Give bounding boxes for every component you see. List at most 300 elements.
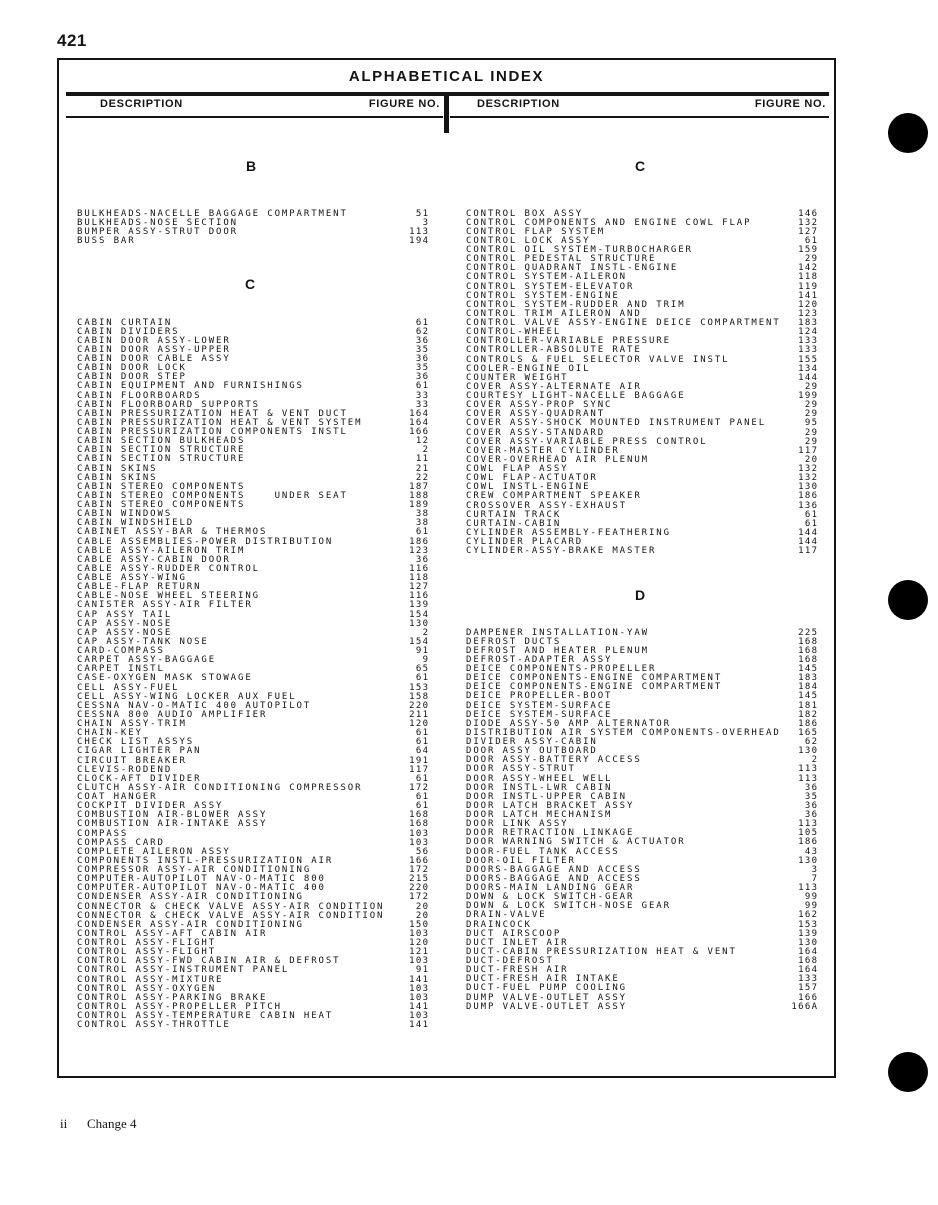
entry-description: CONTROL QUADRANT INSTL-ENGINE: [466, 263, 679, 274]
entry-description: DAMPENER INSTALLATION-YAW: [466, 627, 649, 638]
entry-figure-number: 127: [798, 226, 819, 237]
entry-description: CONTROL SYSTEM-ENGINE: [466, 290, 620, 301]
entry-description: CONTROL ASSY-THROTTLE: [77, 1020, 231, 1031]
entry-description: DOOR ASSY-STRUT: [466, 764, 576, 775]
entry-description: CAP ASSY-TANK NOSE: [77, 636, 209, 647]
entry-description: DEICE COMPONENTS-ENGINE COMPARTMENT: [466, 682, 723, 693]
entry-figure-number: 29: [804, 436, 819, 447]
entry-description: CABIN DOOR LOCK: [77, 363, 187, 374]
entry-description: CONTROL ASSY-AFT CABIN AIR: [77, 928, 268, 939]
entry-description: COVER ASSY-VARIABLE PRESS CONTROL: [466, 436, 708, 447]
entry-description: DOOR ASSY-BATTERY ACCESS: [466, 755, 642, 766]
entry-description: CONTROL BOX ASSY: [466, 208, 584, 219]
entry-description: CABLE ASSY-WING: [77, 573, 187, 583]
entry-figure-number: 51: [415, 208, 430, 219]
entry-figure-number: 21: [415, 463, 430, 474]
entry-description: DOOR RETRACTION LINKAGE: [466, 828, 635, 839]
entry-figure-number: 103: [409, 1011, 430, 1021]
entry-figure-number: 117: [798, 445, 819, 456]
entry-description: COWL FLAP-ACTUATOR: [466, 473, 598, 484]
entry-figure-number: 38: [415, 518, 430, 529]
entry-description: COVER ASSY-ALTERNATE AIR: [466, 381, 642, 392]
entry-figure-number: 120: [409, 938, 430, 948]
entry-figure-number: 166: [409, 855, 430, 866]
entry-description: CABLE ASSY-AILERON TRIM: [77, 545, 246, 556]
entry-description: CESSNA 800 AUDIO AMPLIFIER: [77, 709, 268, 720]
entry-description: DOORS-BAGGAGE AND ACCESS: [466, 864, 642, 875]
entry-description: CHAIN-KEY: [77, 728, 143, 739]
entry-figure-number: 3: [811, 864, 819, 875]
entry-description: DOOR LINK ASSY: [466, 819, 569, 830]
entry-description: CABIN SECTION BULKHEADS: [77, 436, 246, 447]
entry-description: CABIN CURTAIN: [77, 317, 173, 328]
entry-figure-number: 168: [798, 636, 819, 647]
entry-figure-number: 187: [409, 481, 430, 492]
left-description-header: DESCRIPTION: [100, 98, 183, 110]
entry-figure-number: 220: [409, 700, 430, 711]
entry-description: CABLE-NOSE WHEEL STEERING: [77, 591, 260, 602]
entry-description: CARPET ASSY-BAGGAGE: [77, 655, 217, 666]
entry-figure-number: 61: [415, 673, 430, 684]
entry-description: BUMPER ASSY-STRUT DOOR: [77, 226, 239, 237]
entry-description: BULKHEADS-NACELLE BAGGAGE COMPARTMENT: [77, 208, 348, 219]
entry-figure-number: 164: [409, 417, 430, 428]
entry-figure-number: 99: [804, 892, 819, 903]
entry-figure-number: 186: [798, 718, 819, 729]
entry-figure-number: 11: [415, 454, 430, 465]
entry-description: CONTROL-WHEEL: [466, 327, 562, 338]
entry-figure-number: 61: [804, 509, 819, 520]
entry-figure-number: 119: [798, 281, 819, 292]
entry-description: CONDENSER ASSY-AIR CONDITIONING: [77, 892, 304, 903]
entry-figure-number: 36: [415, 354, 430, 364]
entry-figure-number: 36: [415, 554, 430, 565]
entry-description: COMBUSTION AIR-BLOWER ASSY: [77, 810, 268, 821]
entry-figure-number: 95: [804, 418, 819, 429]
entry-figure-number: 116: [409, 563, 430, 574]
entry-description: COVER ASSY-SHOCK MOUNTED INSTRUMENT PANEL: [466, 418, 767, 429]
entry-figure-number: 20: [415, 901, 430, 912]
entry-description: DOOR INSTL-LWR CABIN: [466, 782, 613, 793]
entry-figure-number: 103: [409, 956, 430, 967]
entry-figure-number: 2: [422, 445, 430, 456]
entry-description: DEICE SYSTEM-SURFACE: [466, 709, 613, 720]
entry-figure-number: 133: [798, 336, 819, 347]
entry-description: CABIN PRESSURIZATION HEAT & VENT DUCT: [77, 408, 348, 419]
entry-description: CONTROL ASSY-FLIGHT: [77, 938, 217, 948]
entry-figure-number: 139: [798, 928, 819, 939]
entry-figure-number: 12: [415, 436, 430, 447]
entry-description: CABLE-FLAP RETURN: [77, 582, 202, 593]
entry-figure-number: 38: [415, 509, 430, 520]
entry-description: CABIN DOOR CABLE ASSY: [77, 354, 231, 364]
entry-figure-number: 146: [798, 208, 819, 219]
entry-description: CAP ASSY-NOSE: [77, 618, 173, 629]
entry-description: DOOR INSTL-UPPER CABIN: [466, 791, 628, 802]
entry-figure-number: 22: [415, 472, 430, 483]
entry-figure-number: 153: [409, 682, 430, 693]
entry-description: CABIN WINDSHIELD: [77, 518, 195, 529]
entry-figure-number: 105: [798, 828, 819, 839]
entry-description: CABIN EQUIPMENT AND FURNISHINGS: [77, 381, 304, 392]
entry-description: CONTROLLER-VARIABLE PRESSURE: [466, 336, 671, 347]
entry-figure-number: 118: [409, 573, 430, 583]
entry-figure-number: 103: [409, 928, 430, 939]
entry-figure-number: 61: [415, 527, 430, 538]
entry-figure-number: 157: [798, 983, 819, 994]
entry-description: CABIN PRESSURIZATION HEAT & VENT SYSTEM: [77, 417, 363, 428]
entry-figure-number: 2: [422, 627, 430, 638]
entry-description: DOOR ASSY-WHEEL WELL: [466, 773, 613, 784]
section-letter-c-right: C: [635, 158, 646, 174]
entry-description: COMPASS CARD: [77, 837, 165, 848]
entry-description: CASE-OXYGEN MASK STOWAGE: [77, 673, 253, 684]
header-rule-right: [450, 116, 829, 118]
entry-description: CANISTER ASSY-AIR FILTER: [77, 600, 253, 611]
binder-hole-middle: [888, 580, 928, 620]
entry-figure-number: 64: [415, 746, 430, 757]
entry-description: CABIN SKINS: [77, 472, 158, 483]
entry-figure-number: 141: [409, 974, 430, 985]
entry-description: CYLINDER-ASSY-BRAKE MASTER: [466, 546, 657, 557]
entry-description: COOLER-ENGINE OIL: [466, 363, 591, 374]
entry-description: CAP ASSY-NOSE: [77, 627, 173, 638]
entry-description: COMPONENTS INSTL-PRESSURIZATION AIR: [77, 855, 334, 866]
entry-figure-number: 36: [804, 800, 819, 811]
entry-description: CABIN DOOR ASSY-LOWER: [77, 335, 231, 346]
entry-description: DUCT INLET AIR: [466, 937, 569, 948]
entry-figure-number: 61: [415, 792, 430, 802]
entry-description: CURTAIN TRACK: [466, 509, 562, 520]
entry-description: CONTROL SYSTEM-AILERON: [466, 272, 628, 283]
entry-description: CONTROL FLAP SYSTEM: [466, 226, 606, 237]
entry-description: CARD-COMPASS: [77, 646, 165, 656]
index-entry: [466, 1003, 817, 1012]
entry-description: CABLE ASSY-RUDDER CONTROL: [77, 563, 260, 574]
entry-figure-number: 29: [804, 409, 819, 420]
entry-description: COAT HANGER: [77, 792, 158, 802]
entry-figure-number: 194: [409, 235, 430, 246]
entry-figure-number: 61: [415, 317, 430, 328]
entry-figure-number: 172: [409, 865, 430, 875]
entry-description: COWL INSTL-ENGINE: [466, 482, 591, 493]
entry-description: CABIN FLOORBOARD SUPPORTS: [77, 399, 260, 410]
entry-description: CABIN SECTION STRUCTURE: [77, 454, 246, 465]
entry-figure-number: 145: [798, 691, 819, 702]
entry-figure-number: 133: [798, 345, 819, 356]
entry-figure-number: 120: [798, 299, 819, 310]
entry-description: DOOR LATCH MECHANISM: [466, 810, 613, 820]
entry-description: BUSS BAR: [77, 235, 136, 246]
entry-figure-number: 35: [415, 344, 430, 355]
entry-figure-number: 61: [415, 737, 430, 748]
entry-description: CONTROL ASSY-INSTRUMENT PANEL: [77, 965, 290, 976]
entry-figure-number: 184: [798, 682, 819, 693]
entry-figure-number: 182: [798, 709, 819, 720]
entry-figure-number: 168: [409, 810, 430, 821]
entry-description: DEICE COMPONENTS-ENGINE COMPARTMENT: [466, 673, 723, 684]
entry-figure-number: 61: [415, 801, 430, 812]
entry-description: COUNTER WEIGHT: [466, 372, 569, 383]
entry-description: CONTROLLER-ABSOLUTE RATE: [466, 345, 642, 356]
entry-figure-number: 123: [409, 545, 430, 556]
entry-description: BULKHEADS-NOSE SECTION: [77, 217, 239, 228]
entry-figure-number: 220: [409, 883, 430, 894]
entry-description: CESSNA NAV-O-MATIC 400 AUTOPILOT: [77, 700, 312, 711]
entry-figure-number: 62: [415, 326, 430, 337]
entry-description: CLEVIS-RODEND: [77, 764, 173, 775]
entry-figure-number: 168: [798, 654, 819, 665]
entry-figure-number: 113: [798, 883, 819, 893]
entry-description: DUCT-FRESH AIR: [466, 965, 569, 976]
entry-figure-number: 132: [798, 464, 819, 474]
entry-description: DEICE SYSTEM-SURFACE: [466, 700, 613, 711]
index-entry: [77, 1021, 428, 1030]
entry-description: DUMP VALVE-OUTLET ASSY: [466, 992, 628, 1003]
entry-figure-number: 215: [409, 874, 430, 885]
section-letter-d: D: [635, 587, 646, 603]
entry-figure-number: 103: [409, 828, 430, 839]
entry-figure-number: 35: [804, 791, 819, 802]
entry-figure-number: 150: [409, 919, 430, 930]
entry-description: DOOR WARNING SWITCH & ACTUATOR: [466, 837, 686, 848]
entry-figure-number: 61: [804, 235, 819, 246]
entry-figure-number: 36: [415, 372, 430, 383]
entry-figure-number: 168: [798, 956, 819, 966]
entry-figure-number: 162: [798, 910, 819, 921]
entry-description: CABIN SKINS: [77, 463, 158, 474]
entry-description: CONTROL SYSTEM-RUDDER AND TRIM: [466, 299, 686, 310]
entry-description: CONTROL ASSY-PROPELLER PITCH: [77, 1001, 282, 1012]
entry-description: COMPLETE AILERON ASSY: [77, 846, 231, 857]
entry-description: COMPUTER-AUTOPILOT NAV-O-MATIC 400: [77, 883, 326, 894]
entry-figure-number: 181: [798, 700, 819, 711]
entry-description: CABIN WINDOWS: [77, 509, 173, 520]
entry-description: DOORS-BAGGAGE AND ACCESS: [466, 873, 642, 884]
entry-figure-number: 183: [798, 318, 819, 328]
entry-description: CABINET ASSY-BAR & THERMOS: [77, 527, 268, 538]
entry-figure-number: 134: [798, 363, 819, 374]
entry-figure-number: 154: [409, 609, 430, 620]
entry-figure-number: 116: [409, 591, 430, 602]
entry-description: COVER ASSY-PROP SYNC: [466, 400, 613, 411]
entry-description: CABIN DOOR STEP: [77, 372, 187, 383]
entry-figure-number: 144: [798, 372, 819, 383]
entry-description: DUCT-FUEL PUMP COOLING: [466, 983, 628, 994]
right-description-header: DESCRIPTION: [477, 98, 560, 110]
entry-description: DUMP VALVE-OUTLET ASSY: [466, 1001, 628, 1012]
entry-description: CABLE ASSEMBLIES-POWER DISTRIBUTION: [77, 536, 334, 547]
entry-figure-number: 103: [409, 837, 430, 848]
right-figure-header: FIGURE NO.: [754, 98, 826, 110]
entry-figure-number: 91: [415, 965, 430, 976]
entry-figure-number: 56: [415, 846, 430, 857]
entry-figure-number: 33: [415, 390, 430, 401]
section-letter-b: B: [246, 158, 257, 174]
entry-figure-number: 186: [798, 837, 819, 848]
entry-figure-number: 136: [798, 500, 819, 511]
entry-description: DOOR LATCH BRACKET ASSY: [466, 800, 635, 811]
entry-figure-number: 158: [409, 691, 430, 702]
entry-figure-number: 120: [409, 719, 430, 729]
entry-description: DEFROST DUCTS: [466, 636, 562, 647]
entry-figure-number: 168: [798, 645, 819, 656]
entry-description: CONTROL ASSY-PARKING BRAKE: [77, 992, 268, 1003]
entry-description: CONNECTOR & CHECK VALVE ASSY-AIR CONDITION: [77, 901, 385, 912]
entry-description: DIVIDER ASSY-CABIN: [466, 737, 598, 747]
entry-description: CONTROL SYSTEM-ELEVATOR: [466, 281, 635, 292]
entry-description: CABIN DIVIDERS: [77, 326, 180, 337]
entry-figure-number: 189: [409, 500, 430, 510]
entry-description: CHAIN ASSY-TRIM: [77, 719, 187, 729]
entry-figure-number: 3: [422, 217, 430, 228]
entry-description: COMPRESSOR ASSY-AIR CONDITIONING: [77, 865, 312, 875]
entry-description: COVER-OVERHEAD AIR PLENUM: [466, 454, 649, 465]
entry-figure-number: 168: [409, 819, 430, 830]
entry-figure-number: 103: [409, 983, 430, 994]
entry-description: CARPET INSTL: [77, 664, 165, 675]
entry-figure-number: 130: [798, 746, 819, 757]
entry-description: CONTROL TRIM AILERON AND: [466, 308, 642, 319]
entry-description: CIRCUIT BREAKER: [77, 755, 187, 766]
entry-description: CABIN STEREO COMPONENTS UNDER SEAT: [77, 490, 348, 501]
entry-description: CLUTCH ASSY-AIR CONDITIONING COMPRESSOR: [77, 782, 363, 793]
entry-figure-number: 133: [798, 974, 819, 985]
entry-figure-number: 9: [422, 655, 430, 666]
entry-description: DOWN & LOCK SWITCH-NOSE GEAR: [466, 901, 671, 912]
entry-description: CONDENSER ASSY-AIR CONDITIONING: [77, 919, 304, 930]
entry-description: DOOR-OIL FILTER: [466, 855, 576, 866]
entry-figure-number: 165: [798, 727, 819, 738]
entry-figure-number: 141: [409, 1020, 430, 1031]
entry-description: DOWN & LOCK SWITCH-GEAR: [466, 892, 635, 903]
entry-description: CABLE ASSY-CABIN DOOR: [77, 554, 231, 565]
index-list-c-right: [466, 210, 817, 557]
entry-figure-number: 166: [798, 992, 819, 1003]
entry-description: DIODE ASSY-50 AMP ALTERNATOR: [466, 718, 671, 729]
entry-description: CABIN STEREO COMPONENTS: [77, 500, 246, 510]
entry-figure-number: 130: [798, 482, 819, 493]
footer-page-number: ii: [60, 1116, 68, 1131]
entry-description: DOOR ASSY OUTBOARD: [466, 746, 598, 757]
entry-figure-number: 65: [415, 664, 430, 675]
entry-figure-number: 20: [415, 910, 430, 921]
binder-hole-top: [888, 113, 928, 153]
entry-figure-number: 164: [798, 946, 819, 957]
entry-description: DUCT-DEFROST: [466, 956, 554, 966]
entry-description: COVER ASSY-QUADRANT: [466, 409, 606, 420]
entry-description: DEFROST-ADAPTER ASSY: [466, 654, 613, 665]
binder-hole-bottom: [888, 1052, 928, 1092]
entry-figure-number: 36: [804, 782, 819, 793]
entry-figure-number: 211: [409, 709, 430, 720]
entry-description: DUCT-FRESH AIR INTAKE: [466, 974, 620, 985]
entry-description: DUCT-CABIN PRESSURIZATION HEAT & VENT: [466, 946, 737, 957]
entry-figure-number: 117: [409, 764, 430, 775]
entry-description: COWL FLAP ASSY: [466, 464, 569, 474]
entry-figure-number: 33: [415, 399, 430, 410]
entry-figure-number: 7: [811, 873, 819, 884]
entry-description: COMPASS: [77, 828, 129, 839]
entry-description: CABIN FLOORBOARDS: [77, 390, 202, 401]
entry-description: DRAIN-VALVE: [466, 910, 547, 921]
entry-description: CONTROLS & FUEL SELECTOR VALVE INSTL: [466, 354, 730, 365]
entry-figure-number: 164: [798, 965, 819, 976]
entry-figure-number: 183: [798, 673, 819, 684]
entry-description: CLOCK-AFT DIVIDER: [77, 773, 202, 784]
entry-figure-number: 141: [798, 290, 819, 301]
entry-description: DISTRIBUTION AIR SYSTEM COMPONENTS-OVERHEAD: [466, 727, 781, 738]
entry-figure-number: 36: [415, 335, 430, 346]
entry-figure-number: 117: [798, 546, 819, 557]
entry-figure-number: 29: [804, 381, 819, 392]
entry-description: COMPUTER-AUTOPILOT NAV-O-MATIC 800: [77, 874, 326, 885]
entry-figure-number: 29: [804, 400, 819, 411]
entry-description: CREW COMPARTMENT SPEAKER: [466, 491, 642, 502]
entry-description: CABIN PRESSURIZATION COMPONENTS INSTL: [77, 427, 348, 437]
index-list-b: [77, 210, 428, 247]
entry-description: CURTAIN-CABIN: [466, 518, 562, 529]
entry-figure-number: 61: [415, 773, 430, 784]
entry-figure-number: 35: [415, 363, 430, 374]
entry-figure-number: 130: [409, 618, 430, 629]
entry-description: CABIN DOOR ASSY-UPPER: [77, 344, 231, 355]
entry-figure-number: 132: [798, 217, 819, 228]
entry-description: COVER ASSY-STANDARD: [466, 427, 606, 438]
entry-description: CAP ASSY TAIL: [77, 609, 173, 620]
entry-figure-number: 188: [409, 490, 430, 501]
entry-figure-number: 186: [409, 536, 430, 547]
footer-change-label: Change 4: [87, 1116, 137, 1131]
entry-figure-number: 29: [804, 254, 819, 265]
entry-figure-number: 61: [804, 518, 819, 529]
entry-figure-number: 123: [798, 308, 819, 319]
entry-figure-number: 103: [409, 992, 430, 1003]
entry-figure-number: 113: [798, 764, 819, 775]
entry-description: CONTROL ASSY-TEMPERATURE CABIN HEAT: [77, 1011, 334, 1021]
entry-description: CELL ASSY-WING LOCKER AUX FUEL: [77, 691, 297, 702]
entry-description: CABIN SECTION STRUCTURE: [77, 445, 246, 456]
entry-figure-number: 172: [409, 782, 430, 793]
entry-figure-number: 130: [798, 937, 819, 948]
entry-figure-number: 113: [409, 226, 430, 237]
entry-description: DRAINCOCK: [466, 919, 532, 930]
entry-description: CONTROL VALVE ASSY-ENGINE DEICE COMPARTMENT: [466, 318, 781, 328]
page-title: ALPHABETICAL INDEX: [348, 68, 545, 85]
entry-description: DEICE COMPONENTS-PROPELLER: [466, 664, 657, 674]
entry-description: CONTROL ASSY-FLIGHT: [77, 947, 217, 958]
entry-description: CONTROL ASSY-OXYGEN: [77, 983, 217, 994]
entry-figure-number: 164: [409, 408, 430, 419]
entry-figure-number: 225: [798, 627, 819, 638]
entry-figure-number: 153: [798, 919, 819, 930]
entry-description: CONTROL LOCK ASSY: [466, 235, 591, 246]
page-number: 421: [57, 31, 87, 50]
entry-figure-number: 62: [804, 737, 819, 747]
entry-figure-number: 132: [798, 473, 819, 484]
entry-description: CABIN STEREO COMPONENTS: [77, 481, 246, 492]
entry-figure-number: 199: [798, 391, 819, 401]
entry-description: CONTROL COMPONENTS AND ENGINE COWL FLAP: [466, 217, 752, 228]
entry-description: CYLINDER PLACARD: [466, 537, 584, 547]
header-rule-left: [66, 116, 443, 118]
entry-figure-number: 154: [409, 636, 430, 647]
entry-figure-number: 166: [409, 427, 430, 437]
index-list-c-left: [77, 319, 428, 1031]
entry-figure-number: 43: [804, 846, 819, 857]
entry-description: CIGAR LIGHTER PAN: [77, 746, 202, 757]
entry-figure-number: 145: [798, 664, 819, 674]
